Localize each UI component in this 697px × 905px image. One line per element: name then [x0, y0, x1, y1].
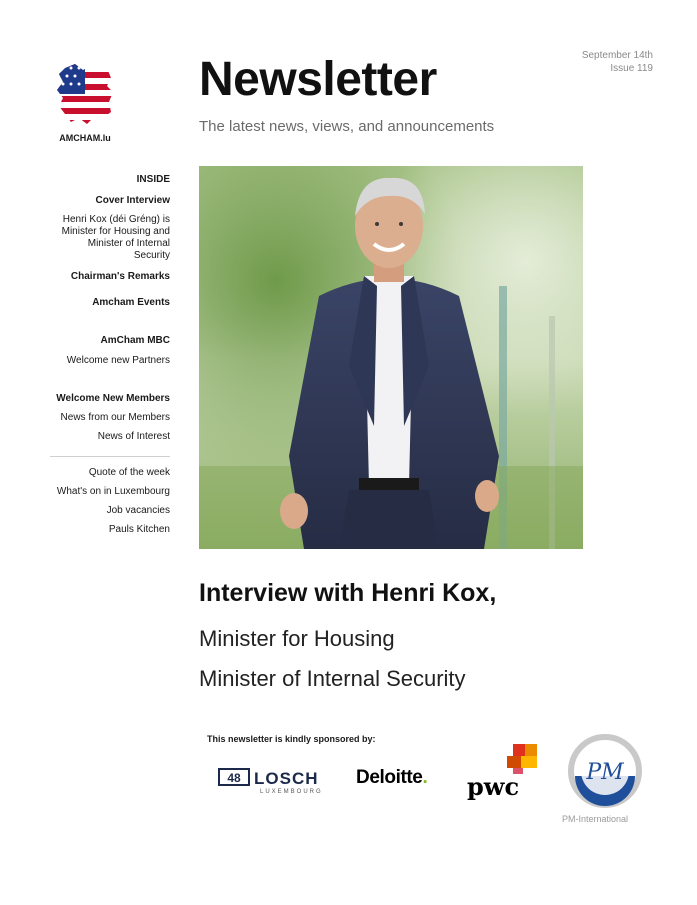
- interview-role-housing: Minister for Housing: [199, 626, 395, 651]
- pwc-wordmark: pwc: [467, 772, 520, 801]
- sidebar-item-news-members[interactable]: News from our Members: [60, 412, 170, 423]
- sidebar-item-whats-on[interactable]: What's on in Luxembourg: [56, 486, 170, 497]
- sidebar-item-events[interactable]: Amcham Events: [92, 297, 170, 308]
- pwc-logo-icon: [467, 741, 542, 801]
- sidebar-item-chairman[interactable]: Chairman's Remarks: [70, 271, 170, 282]
- issue-number: Issue 119: [610, 63, 653, 74]
- sidebar-item-jobs[interactable]: Job vacancies: [106, 505, 170, 516]
- sidebar-item-cover-interview[interactable]: Cover Interview: [95, 195, 170, 206]
- losch-logo[interactable]: [218, 765, 338, 795]
- cover-photo-illustration: [199, 166, 583, 549]
- sidebar-cover-line: Minister for Housing and: [61, 226, 170, 237]
- losch-name-text: LOSCH: [254, 769, 319, 788]
- sidebar-cover-line: Minister of Internal: [87, 238, 170, 249]
- sidebar-cover-line: Henri Kox (déi Gréng) is: [62, 214, 170, 225]
- amcham-logo[interactable]: [50, 60, 120, 143]
- interview-headline[interactable]: Interview with Henri Kox,: [199, 579, 497, 607]
- sidebar-item-kitchen[interactable]: Pauls Kitchen: [108, 524, 170, 535]
- deloitte-dot: .: [422, 767, 428, 788]
- deloitte-logo[interactable]: [356, 767, 427, 789]
- losch-badge-text: 48: [227, 771, 241, 785]
- pm-international-logo-icon: [568, 731, 643, 811]
- page-subtitle: The latest news, views, and announcements: [199, 118, 495, 135]
- sidebar-item-partners[interactable]: Welcome new Partners: [66, 355, 170, 366]
- issue-info: [582, 49, 653, 75]
- sidebar-divider: [50, 456, 170, 457]
- sidebar-cover-line: Security: [133, 250, 170, 261]
- logo-text: AMCHAM.lu: [59, 133, 111, 143]
- sidebar-contents: [30, 174, 170, 536]
- issue-date: September 14th: [581, 50, 653, 61]
- cover-photo: [199, 166, 583, 549]
- sidebar-cover-summary[interactable]: [30, 214, 170, 262]
- losch-logo-icon: [218, 765, 338, 795]
- sponsor-note: This newsletter is kindly sponsored by:: [207, 734, 376, 744]
- sidebar-item-mbc[interactable]: AmCham MBC: [100, 335, 170, 346]
- pm-caption: PM-International: [562, 814, 629, 824]
- amcham-flag-logo-icon: [55, 60, 115, 130]
- deloitte-wordmark: Deloitte: [356, 767, 423, 788]
- losch-sub-text: LUXEMBOURG: [260, 789, 323, 795]
- sidebar-item-news-interest[interactable]: News of Interest: [97, 431, 170, 442]
- pwc-logo[interactable]: [467, 741, 542, 801]
- sidebar-item-new-members[interactable]: Welcome New Members: [56, 393, 170, 404]
- pm-monogram: PM: [586, 760, 624, 785]
- interview-role-security: Minister of Internal Security: [199, 666, 466, 691]
- pm-international-logo[interactable]: [568, 731, 643, 811]
- sidebar-heading: INSIDE: [136, 174, 170, 185]
- sidebar-item-quote[interactable]: Quote of the week: [88, 467, 170, 478]
- page-title: Newsletter: [199, 53, 437, 106]
